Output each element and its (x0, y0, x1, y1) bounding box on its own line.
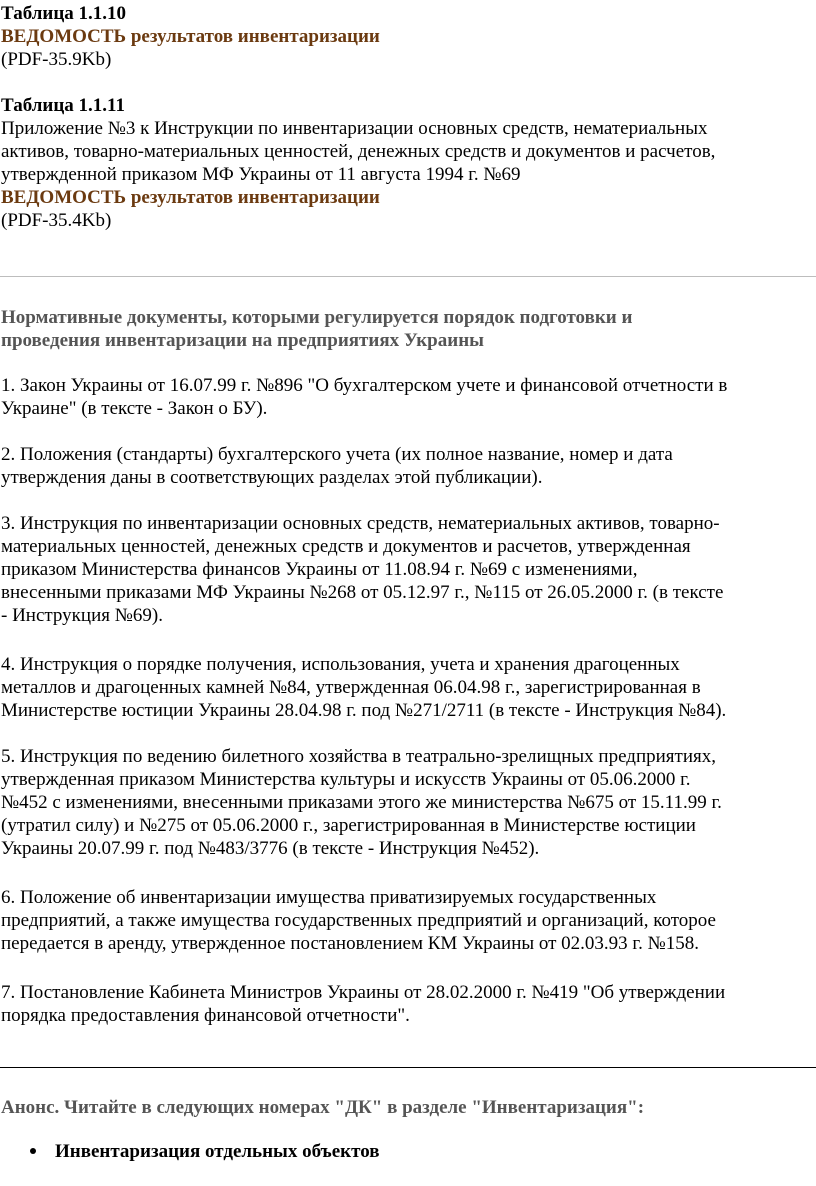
bullet-icon (30, 1148, 36, 1154)
item-line: - Инструкция №69). (1, 605, 163, 626)
file-size: (PDF-35.9Kb) (1, 49, 112, 70)
heading-line: Нормативные документы, которыми регулируется порядок подготовки и (1, 307, 633, 328)
item-line: порядка предоставления финансовой отчетности". (1, 1005, 410, 1026)
divider (0, 276, 816, 277)
item-line: 3. Инструкция по инвентаризации основных средств, нематериальных активов, товарно- (1, 513, 720, 534)
pdf-link[interactable]: ВЕДОМОСТЬ результатов инвентаризации (1, 187, 380, 208)
item-line: металлов и драгоценных камней №84, утвержденная 06.04.98 г., зарегистрированная в (1, 677, 701, 698)
item-line: материальных ценностей, денежных средств и документов и расчетов, утвержденная (1, 536, 691, 557)
table-block-2 (1, 94, 808, 232)
item-line: 2. Положения (стандарты) бухгалтерского учета (их полное название, номер и дата (1, 444, 673, 465)
table-title: Таблица 1.1.10 (1, 3, 127, 24)
item-line: Украине" (в тексте - Закон о БУ). (1, 398, 268, 419)
announce-item: Инвентаризация отдельных объектов (55, 1141, 380, 1162)
item-line: предприятий, а также имущества государственных предприятий и организаций, которое (1, 910, 716, 931)
divider (0, 1067, 816, 1068)
item-line: 5. Инструкция по ведению билетного хозяйства в театрально-зрелищных предприятиях, (1, 746, 716, 767)
item-line: 7. Постановление Кабинета Министров Украины от 28.02.2000 г. №419 "Об утверждении (1, 982, 726, 1003)
table-desc-line: утвержденной приказом МФ Украины от 11 августа 1994 г. №69 (1, 164, 521, 185)
item-line: Украины 20.07.99 г. под №483/3776 (в тексте - Инструкция №452). (1, 838, 540, 859)
list-item (1, 512, 808, 627)
table-desc-line: Приложение №3 к Инструкции по инвентаризации основных средств, нематериальных (1, 118, 708, 139)
announce-heading: Анонс. Читайте в следующих номерах "ДК" в разделе "Инвентаризация": (1, 1097, 645, 1118)
heading-line: проведения инвентаризации на предприятиях Украины (1, 330, 484, 351)
list-item (1, 745, 808, 860)
item-line: Министерстве юстиции Украины 28.04.98 г. под №271/2711 (в тексте - Инструкция №84). (1, 700, 727, 721)
table-block-1 (1, 2, 808, 71)
item-line: утверждения даны в соответствующих разделах этой публикации). (1, 467, 543, 488)
section-heading (1, 306, 808, 352)
table-desc-line: активов, товарно-материальных ценностей, денежных средств и документов и расчетов, (1, 141, 716, 162)
item-line: 1. Закон Украины от 16.07.99 г. №896 "О бухгалтерском учете и финансовой отчетности в (1, 375, 728, 396)
file-size: (PDF-35.4Kb) (1, 210, 112, 231)
item-line: утвержденная приказом Министерства культуры и искусств Украины от 05.06.2000 г. (1, 769, 691, 790)
list-item (1, 443, 808, 489)
item-line: приказом Министерства финансов Украины от 11.08.94 г. №69 с изменениями, (1, 559, 638, 580)
item-line: (утратил силу) и №275 от 05.06.2000 г., зарегистрированная в Министерстве юстиции (1, 815, 696, 836)
pdf-link[interactable]: ВЕДОМОСТЬ результатов инвентаризации (1, 26, 380, 47)
item-line: внесенными приказами МФ Украины №268 от 05.12.97 г., №115 от 26.05.2000 г. (в тексте (1, 582, 724, 603)
item-line: передается в аренду, утвержденное постановлением КМ Украины от 02.03.93 г. №158. (1, 933, 699, 954)
list-item (1, 653, 808, 722)
item-line: №452 с изменениями, внесенными приказами этого же министерства №675 от 15.11.99 г. (1, 792, 722, 813)
list-item (1, 981, 808, 1027)
item-line: 6. Положение об инвентаризации имущества приватизируемых государственных (1, 887, 657, 908)
list-item (1, 886, 808, 955)
table-title: Таблица 1.1.11 (1, 95, 125, 116)
item-line: 4. Инструкция о порядке получения, использования, учета и хранения драгоценных (1, 654, 680, 675)
list-item (1, 374, 808, 420)
